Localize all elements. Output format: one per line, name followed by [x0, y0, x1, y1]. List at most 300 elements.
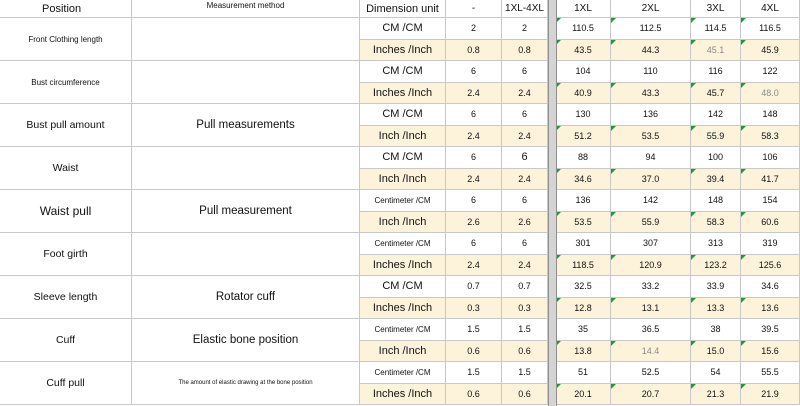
- row-range-inch: [502, 255, 548, 277]
- row-range-inch-text: 2.4: [518, 87, 531, 98]
- row-size-value: [556, 40, 611, 62]
- row-size-value: [556, 233, 611, 255]
- row-method: [132, 190, 360, 233]
- row-range-cm: [502, 190, 548, 212]
- row-tolerance-inch: [446, 83, 502, 105]
- row-size-value-text: 13.6: [761, 302, 779, 313]
- row-tolerance-cm-text: 6: [470, 152, 476, 163]
- row-unit-cm-text: Centimeter /CM: [374, 195, 431, 205]
- row-method: [132, 362, 360, 405]
- row-tolerance-inch-text: 2.6: [467, 216, 480, 227]
- header-size-2xl: [611, 0, 691, 18]
- row-position: [0, 147, 132, 190]
- row-unit-inch: [360, 126, 446, 148]
- row-size-value-text: 106: [762, 152, 778, 163]
- row-size-value: [691, 255, 741, 277]
- row-range-inch: [502, 169, 548, 191]
- row-tolerance-inch: [446, 212, 502, 234]
- row-size-value-text: 43.3: [641, 87, 660, 98]
- row-size-value-text: 14.4: [641, 345, 660, 356]
- row-size-value: [741, 362, 800, 384]
- row-method: [132, 18, 360, 61]
- row-tolerance-cm: [446, 276, 502, 298]
- row-tolerance-cm: [446, 104, 502, 126]
- header-unit-text: Dimension unit: [366, 2, 439, 15]
- row-tolerance-cm-text: 6: [470, 66, 476, 77]
- row-tolerance-cm-text: 1.5: [467, 324, 480, 335]
- row-tolerance-inch-text: 0.3: [467, 302, 480, 313]
- row-position-text: Bust circumference: [31, 77, 100, 87]
- row-size-value: [741, 276, 800, 298]
- row-size-value-text: 142: [642, 195, 659, 206]
- row-size-value-text: 136: [642, 109, 659, 120]
- row-size-value-text: 125.6: [758, 259, 782, 270]
- row-tolerance-cm-text: 6: [470, 109, 476, 120]
- row-size-value-text: 154: [762, 195, 778, 206]
- row-range-inch-text: 0.8: [518, 44, 531, 55]
- row-position-text: Cuff: [55, 334, 76, 346]
- row-position-text: Front Clothing length: [28, 34, 103, 44]
- row-range-cm: [502, 233, 548, 255]
- row-unit-inch: [360, 40, 446, 62]
- header-size-4xl: [741, 0, 800, 18]
- row-unit-cm: [360, 190, 446, 212]
- row-size-value: [741, 319, 800, 341]
- row-size-value: [556, 61, 611, 83]
- row-size-value: [691, 61, 741, 83]
- row-unit-inch-text: Inches /Inch: [372, 86, 433, 99]
- row-unit-cm: [360, 147, 446, 169]
- row-size-value-text: 53.5: [641, 130, 660, 141]
- row-unit-cm: [360, 233, 446, 255]
- row-size-value-text: 41.7: [761, 173, 779, 184]
- row-size-value: [611, 18, 691, 40]
- row-size-value: [611, 61, 691, 83]
- row-size-value: [691, 104, 741, 126]
- row-size-value-text: 142: [707, 109, 724, 120]
- row-range-inch: [502, 341, 548, 363]
- row-size-value: [556, 341, 611, 363]
- row-size-value-text: 116.5: [759, 23, 781, 34]
- row-size-value: [556, 298, 611, 320]
- row-range-cm-text: 1.5: [518, 324, 531, 335]
- row-size-value-text: 148: [762, 109, 778, 120]
- row-size-value-text: 38: [710, 324, 721, 335]
- row-method: [132, 61, 360, 104]
- row-size-value-text: 12.8: [574, 302, 592, 313]
- row-size-value: [611, 362, 691, 384]
- row-size-value: [611, 255, 691, 277]
- row-range-inch: [502, 40, 548, 62]
- row-method-text: Rotator cuff: [215, 291, 276, 303]
- row-unit-cm: [360, 362, 446, 384]
- row-tolerance-cm-text: 1.5: [467, 367, 480, 378]
- row-method-text: Elastic bone position: [192, 334, 299, 346]
- row-tolerance-inch-text: 2.4: [467, 173, 480, 184]
- row-unit-inch-text: Inches /Inch: [372, 301, 433, 314]
- row-tolerance-cm-text: 2: [470, 23, 476, 34]
- header-size-1xl: [556, 0, 611, 18]
- row-size-value-text: 45.7: [706, 87, 725, 98]
- row-range-inch: [502, 298, 548, 320]
- row-range-cm-text: 2: [521, 23, 527, 34]
- row-range-cm-text: 6: [521, 151, 528, 164]
- row-size-value-text: 40.9: [574, 87, 592, 98]
- row-tolerance-inch: [446, 40, 502, 62]
- row-size-value: [556, 104, 611, 126]
- row-unit-inch-text: Inches /Inch: [372, 43, 433, 56]
- row-size-value: [741, 104, 800, 126]
- row-position: [0, 104, 132, 147]
- separator-line-right: [556, 0, 557, 406]
- row-size-value: [741, 341, 800, 363]
- header-col-dash-text: -: [471, 3, 476, 14]
- row-position: [0, 319, 132, 362]
- row-size-value: [741, 255, 800, 277]
- row-size-value: [611, 126, 691, 148]
- row-unit-cm-text: Centimeter /CM: [374, 367, 431, 377]
- row-size-value-text: 37.0: [641, 173, 660, 184]
- row-size-value-text: 51.2: [574, 130, 592, 141]
- row-size-value: [741, 169, 800, 191]
- row-size-value-text: 34.6: [574, 173, 592, 184]
- row-size-value-text: 110: [643, 66, 658, 77]
- row-method: [132, 233, 360, 276]
- row-unit-inch-text: Inches /Inch: [372, 387, 433, 400]
- row-size-value-text: 136: [575, 195, 591, 206]
- row-unit-cm: [360, 18, 446, 40]
- row-position-text: Foot girth: [43, 248, 88, 260]
- row-unit-cm-text: CM /CM: [382, 151, 423, 164]
- row-tolerance-inch-text: 2.4: [467, 130, 480, 141]
- row-unit-cm-text: CM /CM: [382, 65, 423, 78]
- row-size-value: [741, 126, 800, 148]
- row-tolerance-cm-text: 0.7: [467, 281, 480, 292]
- row-tolerance-inch-text: 0.8: [467, 44, 480, 55]
- row-size-value: [691, 190, 741, 212]
- row-size-value-text: 45.9: [761, 44, 779, 55]
- row-size-value: [611, 319, 691, 341]
- row-size-value-text: 94: [645, 152, 656, 163]
- column-separator: [549, 0, 556, 406]
- row-size-value-text: 112.5: [639, 23, 662, 34]
- row-unit-cm-text: Centimeter /CM: [374, 324, 431, 334]
- row-size-value: [741, 233, 800, 255]
- header-col-dash: [446, 0, 502, 18]
- row-tolerance-inch-text: 0.6: [467, 388, 480, 399]
- row-range-inch: [502, 212, 548, 234]
- row-size-value: [556, 18, 611, 40]
- row-size-value-text: 100: [707, 152, 724, 163]
- row-range-cm: [502, 104, 548, 126]
- row-unit-inch-text: Inch /Inch: [378, 344, 427, 357]
- header-col-range-text: 1XL-4XL: [505, 3, 544, 14]
- row-position-text: Cuff pull: [46, 377, 85, 389]
- row-size-value: [611, 169, 691, 191]
- row-size-value-text: 34.6: [761, 281, 779, 292]
- row-size-value-text: 43.5: [574, 44, 592, 55]
- row-size-value: [691, 40, 741, 62]
- row-size-value: [691, 83, 741, 105]
- row-range-cm-text: 6: [521, 66, 527, 77]
- row-unit-inch: [360, 384, 446, 406]
- row-range-cm-text: 1.5: [518, 367, 531, 378]
- row-size-value: [611, 341, 691, 363]
- row-method: [132, 319, 360, 362]
- row-size-value-text: 55.9: [641, 216, 660, 227]
- header-method: [132, 0, 360, 18]
- row-size-value-text: 39.5: [761, 324, 779, 335]
- row-unit-inch: [360, 83, 446, 105]
- row-position: [0, 276, 132, 319]
- row-range-cm: [502, 276, 548, 298]
- row-method-text: The amount of elastic drawing at the bone position: [178, 380, 313, 386]
- row-size-value: [556, 169, 611, 191]
- row-size-value-text: 307: [642, 238, 659, 249]
- row-size-value-text: 21.3: [706, 388, 725, 399]
- row-size-value-text: 116: [708, 66, 723, 77]
- row-size-value: [611, 276, 691, 298]
- row-method: [132, 276, 360, 319]
- row-position: [0, 233, 132, 276]
- row-size-value: [611, 104, 691, 126]
- header-size-3xl-text: 3XL: [706, 3, 725, 14]
- row-range-inch: [502, 384, 548, 406]
- row-unit-inch: [360, 341, 446, 363]
- row-position-text: Bust pull amount: [26, 119, 105, 131]
- row-range-inch-text: 2.4: [518, 130, 531, 141]
- row-size-value-text: 104: [575, 66, 591, 77]
- row-position-text: Sleeve length: [33, 291, 98, 303]
- header-size-4xl-text: 4XL: [761, 3, 779, 14]
- row-size-value: [741, 147, 800, 169]
- row-size-value-text: 52.5: [641, 367, 660, 378]
- row-size-value: [741, 298, 800, 320]
- header-size-2xl-text: 2XL: [641, 3, 660, 14]
- row-tolerance-inch: [446, 169, 502, 191]
- row-size-value: [691, 276, 741, 298]
- header-unit: [360, 0, 446, 18]
- row-size-value-text: 21.9: [761, 388, 779, 399]
- row-unit-cm: [360, 319, 446, 341]
- row-range-inch-text: 2.4: [518, 173, 531, 184]
- row-size-value: [691, 18, 741, 40]
- row-range-cm: [502, 147, 548, 169]
- row-unit-inch-text: Inch /Inch: [378, 129, 427, 142]
- row-size-value: [611, 190, 691, 212]
- row-unit-inch: [360, 169, 446, 191]
- row-unit-inch-text: Inch /Inch: [378, 215, 427, 228]
- row-unit-inch-text: Inches /Inch: [372, 258, 433, 271]
- row-unit-cm-text: Centimeter /CM: [374, 238, 431, 248]
- row-range-cm-text: 6: [521, 195, 527, 206]
- row-size-value-text: 20.7: [641, 388, 660, 399]
- row-range-cm-text: 6: [521, 109, 527, 120]
- header-position-text: Position: [42, 2, 82, 15]
- row-size-value-text: 36.5: [641, 324, 660, 335]
- row-size-value: [691, 147, 741, 169]
- row-size-value: [611, 147, 691, 169]
- row-size-value-text: 118.5: [572, 259, 594, 270]
- row-size-value-text: 32.5: [574, 281, 592, 292]
- row-position-text: Waist: [52, 162, 79, 174]
- row-size-value-text: 53.5: [574, 216, 592, 227]
- header-position: [0, 0, 132, 18]
- row-tolerance-cm-text: 6: [470, 195, 476, 206]
- row-unit-cm-text: CM /CM: [382, 22, 423, 35]
- row-unit-cm: [360, 276, 446, 298]
- row-unit-inch: [360, 255, 446, 277]
- row-size-value-text: 110.5: [572, 23, 594, 34]
- row-size-value-text: 88: [577, 152, 588, 163]
- row-size-value-text: 130: [575, 109, 591, 120]
- row-size-value-text: 15.6: [761, 345, 779, 356]
- row-size-value-text: 51: [577, 367, 588, 378]
- row-size-value-text: 148: [707, 195, 724, 206]
- row-size-value: [556, 212, 611, 234]
- header-size-1xl-text: 1XL: [574, 3, 592, 14]
- row-tolerance-inch: [446, 126, 502, 148]
- row-tolerance-cm: [446, 233, 502, 255]
- row-unit-inch: [360, 212, 446, 234]
- row-size-value: [691, 298, 741, 320]
- row-size-value: [741, 61, 800, 83]
- row-unit-cm: [360, 104, 446, 126]
- row-size-value-text: 58.3: [706, 216, 725, 227]
- row-size-value-text: 15.0: [706, 345, 725, 356]
- row-size-value-text: 319: [762, 238, 778, 249]
- row-range-inch-text: 0.6: [518, 388, 531, 399]
- row-position: [0, 61, 132, 104]
- row-tolerance-cm: [446, 18, 502, 40]
- row-tolerance-inch: [446, 298, 502, 320]
- row-range-cm: [502, 18, 548, 40]
- row-size-value-text: 44.3: [641, 44, 660, 55]
- row-size-value: [691, 126, 741, 148]
- row-size-value: [741, 384, 800, 406]
- row-size-value: [691, 362, 741, 384]
- row-range-inch-text: 2.4: [518, 259, 531, 270]
- row-size-value-text: 45.1: [706, 44, 725, 55]
- row-size-value: [691, 341, 741, 363]
- row-position: [0, 362, 132, 405]
- row-range-inch-text: 2.6: [518, 216, 531, 227]
- row-size-value: [556, 147, 611, 169]
- row-method: [132, 104, 360, 147]
- row-size-value: [741, 40, 800, 62]
- row-size-value: [611, 40, 691, 62]
- row-size-value-text: 33.2: [641, 281, 660, 292]
- row-range-cm-text: 0.7: [518, 281, 531, 292]
- row-tolerance-inch: [446, 341, 502, 363]
- row-size-value: [556, 276, 611, 298]
- row-tolerance-cm: [446, 147, 502, 169]
- row-range-cm: [502, 61, 548, 83]
- row-size-value: [691, 384, 741, 406]
- row-size-value-text: 13.8: [574, 345, 592, 356]
- row-size-value: [741, 83, 800, 105]
- row-position: [0, 18, 132, 61]
- row-unit-cm: [360, 61, 446, 83]
- row-size-value-text: 13.1: [641, 302, 660, 313]
- row-range-inch-text: 0.3: [518, 302, 531, 313]
- row-unit-inch: [360, 298, 446, 320]
- header-method-text: Measurement method: [206, 1, 285, 10]
- row-position-text: Waist pull: [39, 204, 92, 218]
- row-range-inch: [502, 126, 548, 148]
- row-size-value: [741, 18, 800, 40]
- row-size-value: [741, 212, 800, 234]
- row-size-value: [741, 190, 800, 212]
- row-tolerance-inch: [446, 384, 502, 406]
- row-tolerance-inch-text: 0.6: [467, 345, 480, 356]
- row-size-value: [556, 362, 611, 384]
- row-size-value: [611, 298, 691, 320]
- row-tolerance-cm: [446, 190, 502, 212]
- row-range-inch-text: 0.6: [518, 345, 531, 356]
- header-col-range: [502, 0, 548, 18]
- row-size-value: [556, 255, 611, 277]
- row-size-value-text: 120.9: [639, 259, 662, 270]
- row-tolerance-inch: [446, 255, 502, 277]
- row-size-value: [691, 233, 741, 255]
- row-size-value-text: 313: [707, 238, 724, 249]
- row-size-value: [611, 233, 691, 255]
- row-size-value-text: 39.4: [706, 173, 725, 184]
- row-unit-cm-text: CM /CM: [382, 108, 423, 121]
- row-size-value-text: 55.5: [761, 367, 779, 378]
- row-size-value-text: 58.3: [761, 130, 779, 141]
- row-size-value: [556, 126, 611, 148]
- row-size-value-text: 60.6: [761, 216, 779, 227]
- row-tolerance-inch-text: 2.4: [467, 259, 480, 270]
- row-size-value: [611, 384, 691, 406]
- row-method: [132, 147, 360, 190]
- row-unit-cm-text: CM /CM: [382, 280, 423, 293]
- row-size-value-text: 35: [577, 324, 588, 335]
- row-size-value-text: 123.2: [704, 259, 727, 270]
- row-tolerance-cm: [446, 61, 502, 83]
- row-size-value-text: 122: [762, 66, 778, 77]
- row-method-text: Pull measurements: [196, 119, 295, 131]
- row-range-cm: [502, 362, 548, 384]
- row-position: [0, 190, 132, 233]
- row-tolerance-inch-text: 2.4: [467, 87, 480, 98]
- row-range-cm-text: 6: [521, 238, 527, 249]
- row-size-value: [611, 212, 691, 234]
- row-size-value-text: 114.5: [704, 23, 727, 34]
- row-size-value-text: 33.9: [706, 281, 725, 292]
- row-size-value: [556, 190, 611, 212]
- row-size-value: [691, 169, 741, 191]
- row-size-value-text: 301: [575, 238, 591, 249]
- row-size-value: [556, 384, 611, 406]
- header-size-3xl: [691, 0, 741, 18]
- separator-line-left: [548, 0, 549, 406]
- row-size-value: [556, 83, 611, 105]
- row-size-value-text: 20.1: [574, 388, 592, 399]
- row-size-value-text: 13.3: [706, 302, 725, 313]
- row-size-value: [611, 83, 691, 105]
- row-tolerance-cm: [446, 319, 502, 341]
- row-method-text: Pull measurement: [199, 205, 292, 217]
- row-tolerance-cm: [446, 362, 502, 384]
- row-size-value-text: 55.9: [706, 130, 725, 141]
- row-unit-inch-text: Inch /Inch: [378, 172, 427, 185]
- row-size-value: [691, 319, 741, 341]
- row-size-value: [691, 212, 741, 234]
- row-size-value-text: 48.0: [761, 87, 779, 98]
